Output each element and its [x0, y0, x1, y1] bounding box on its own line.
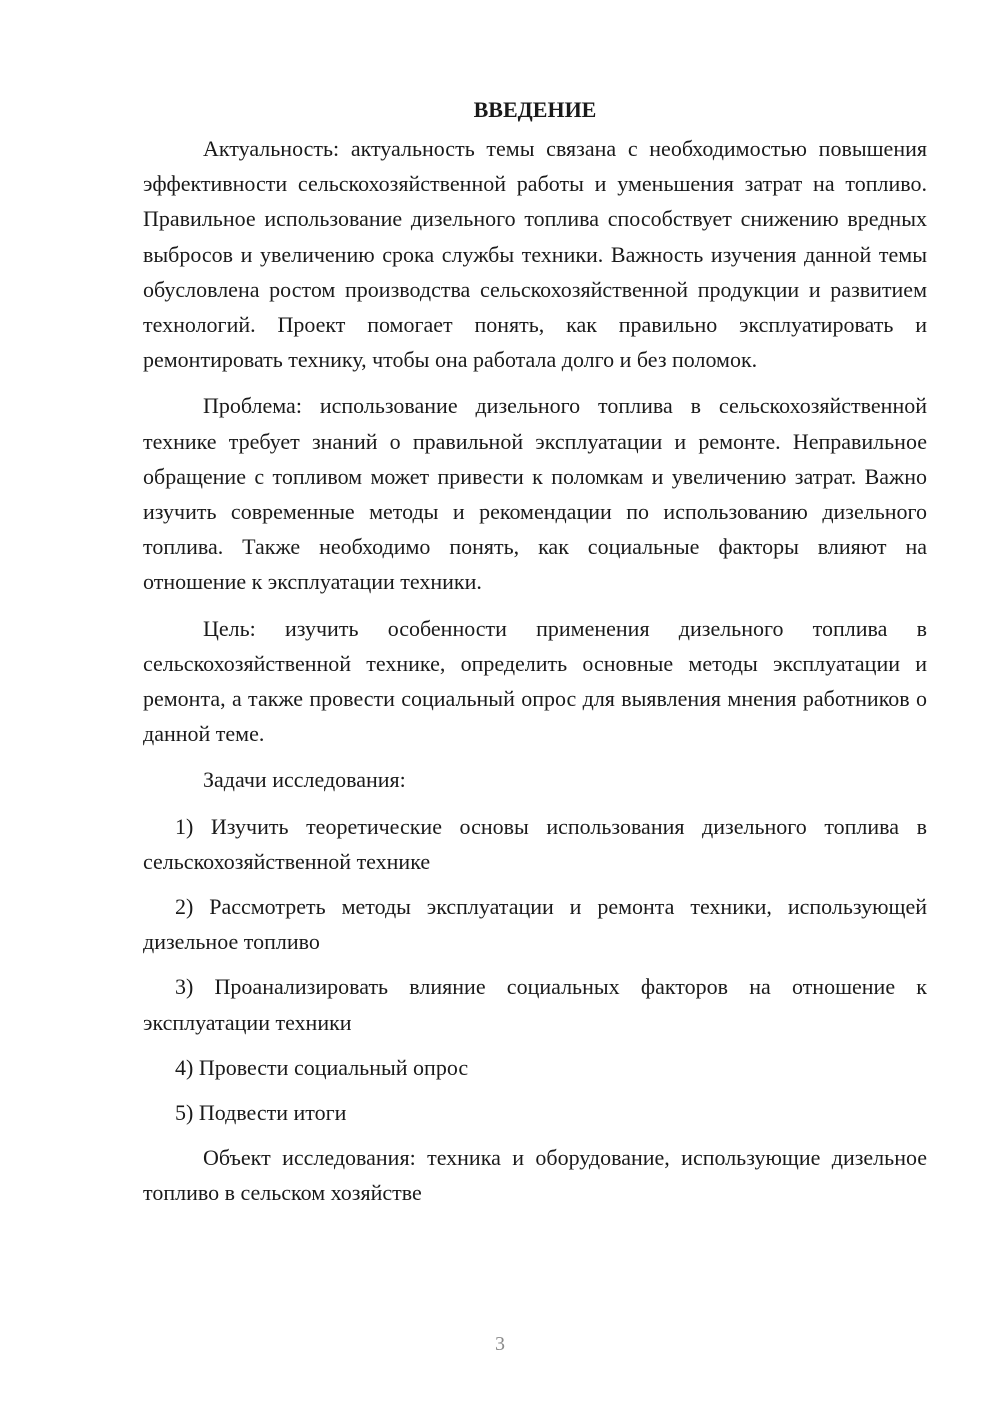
task-item: 4) Провести социальный опрос [175, 1054, 469, 1080]
task-item: 1) Изучить теоретические основы использования дизельного топлива в сельскохозяйственной технике [143, 813, 927, 874]
page-number: 3 [495, 1333, 505, 1355]
paragraph-object: Объект исследования: техника и оборудование, использующие дизельное топливо в сельском хозяйстве [143, 1145, 927, 1206]
task-item: 3) Проанализировать влияние социальных факторов на отношение к эксплуатации техники [143, 974, 927, 1035]
paragraph-relevance: Актуальность: актуальность темы связана с необходимостью повышения эффективности сельскохозяйственной работы и уменьшения затрат на топливо. Правильное использование дизельного топлива способствует снижению вредных выбросов и увеличению срока службы техники. Важность изучения данной темы обусловлена ростом производства сельскохозяйственной продукции и развитием технологий. Проект помогает понять, как правильно эксплуатировать и ремонтировать технику, чтобы она работала долго и без поломок. [143, 136, 927, 373]
task-item: 2) Рассмотреть методы эксплуатации и ремонта техники, использующей дизельное топливо [143, 894, 927, 955]
task-item: 5) Подвести итоги [175, 1100, 347, 1126]
document-page [143, 92, 927, 1222]
tasks-heading: Задачи исследования: [203, 767, 406, 793]
document-title: ВВЕДЕНИЕ [473, 97, 597, 122]
paragraph-problem: Проблема: использование дизельного топлива в сельскохозяйственной технике требует знаний о правильной эксплуатации и ремонте. Неправильное обращение с топливом может привести к поломкам и увеличению затрат. Важно изучить современные методы и рекомендации по использованию дизельного топлива. Также необходимо понять, как социальные факторы влияют на отношение к эксплуатации техники. [143, 393, 927, 595]
tasks-list [143, 809, 927, 1131]
paragraph-goal: Цель: изучить особенности применения дизельного топлива в сельскохозяйственной технике, определить основные методы эксплуатации и ремонта, а также провести социальный опрос для выявления мнения работников о данной теме. [143, 615, 927, 747]
